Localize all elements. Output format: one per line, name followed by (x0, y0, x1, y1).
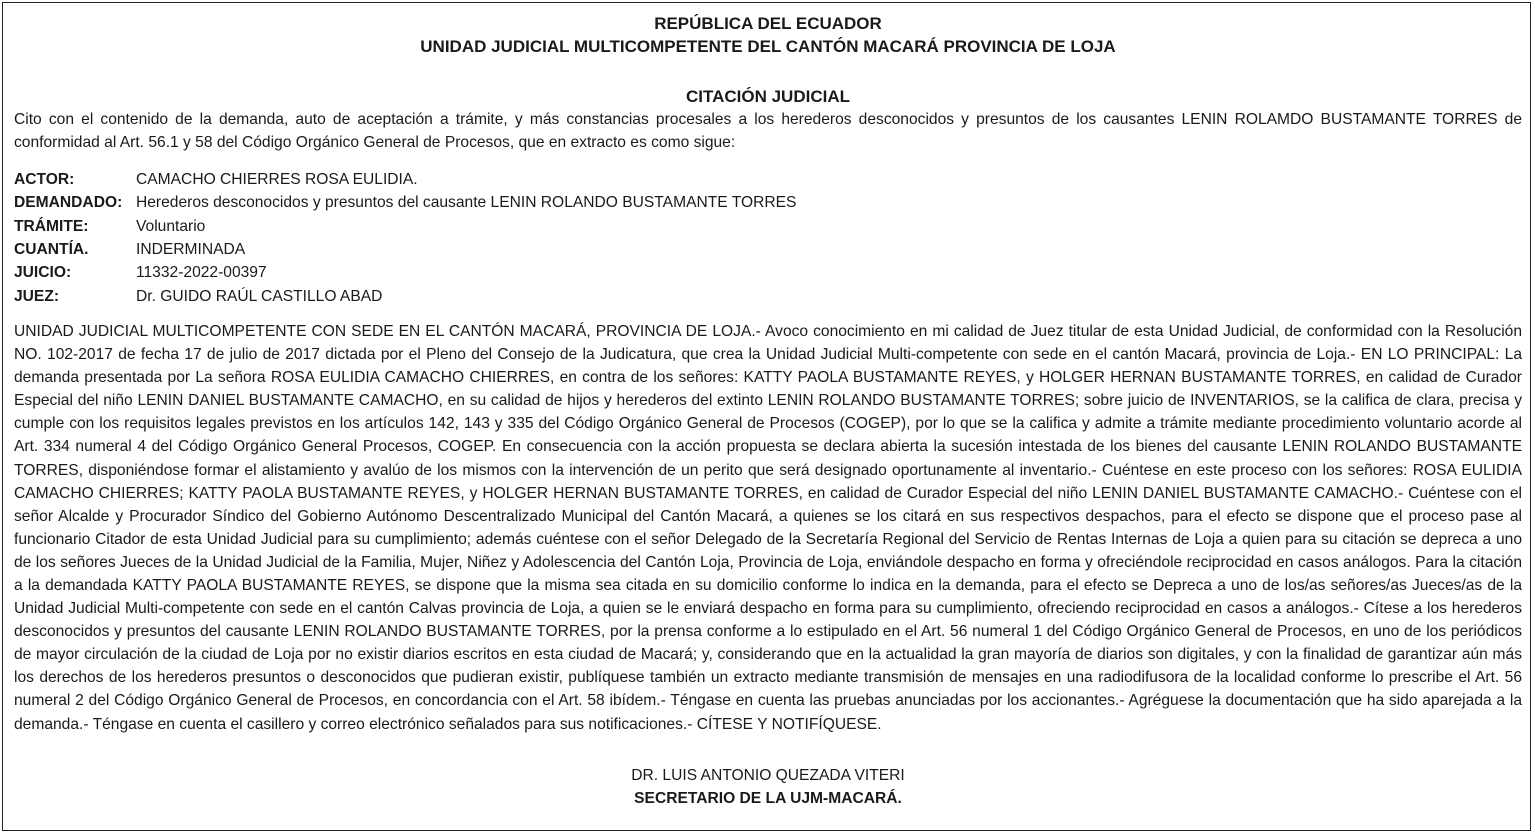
detail-label: DEMANDADO: (14, 194, 123, 212)
detail-value: 11332-2022-00397 (136, 264, 267, 282)
notice-title: CITACIÓN JUDICIAL (685, 87, 850, 106)
body-paragraph: UNIDAD JUDICIAL MULTICOMPETENTE CON SEDE EN EL CANTÓN MACARÁ, PROVINCIA DE LOJA.- Avoco conocimiento en mi calidad de Juez titular de esta Unidad Judicial, de conformidad con la Resolución NO. 102-2017 de fecha 17 de julio de 2017 dictada por el Pleno del Consejo de la Judicatura, que crea la Unidad Judicial Multi-competente con sede en el cantón Macará, provincia de Loja.- EN LO PRINCIPAL: La demanda presentada por La señora ROSA EULIDIA CAMACHO CHIERRES, en contra de los señores: KATTY PAOLA BUSTAMANTE REYES, y HOLGER HERNAN BUSTAMANTE TORRES, en calidad de Curador Especial del niño LENIN DANIEL BUSTAMANTE CAMACHO, en su calidad de hijos y herederos del extinto LENIN ROLANDO BUSTAMANTE TORRES; sobre juicio de INVENTARIOS, se la califica de clara, precisa y cumple con los requisitos legales previstos en los artículos 142, 143 y 335 del Código Orgánico General de Procesos (COGEP), por lo que se la califica y admite a trámite mediante procedimiento voluntario acorde al Art. 334 numeral 4 del Código Orgánico General Procesos, COGEP. En consecuencia con la acción propuesta se declara abierta la sucesión intestada de los bienes del causante LENIN ROLANDO BUSTAMANTE TORRES, disponiéndose formar el alistamiento y avalúo de los mismos con la intervención de un perito que será designado oportunamente al inventario.- Cuéntese en este proceso con los señores: ROSA EULIDIA CAMACHO CHIERRES; KATTY PAOLA BUSTAMANTE REYES, y HOLGER HERNAN BUSTAMANTE TORRES, en calidad de Curador Especial del niño LENIN DANIEL BUSTAMANTE CAMACHO.- Cuéntese con el señor Alcalde y Procurador Síndico del Gobierno Autónomo Descentralizado Municipal del Cantón Macará, a quienes se los citará en sus respectivos despachos, para el efecto se dispone que el proceso pase al funcionario Citador de esta Unidad Judicial para su cumplimiento; además cuéntese con el señor Delegado de la Secretaría Regional del Servicio de Rentas Internas de Loja a quien para su citación se depreca a uno de los señores Jueces de la Unidad Judicial de la Familia, Mujer, Niñez y Adolescencia del Cantón Loja, Provincia de Loja, enviándole despacho en forma y ofreciéndole reciprocidad en casos análogos. Para la citación a la demandada KATTY PAOLA BUSTAMANTE REYES, se dispone que la misma sea citada en su domicilio conforme lo indica en la demanda, para el efecto se Depreca a uno de los/as señores/as Jueces/as de la Unidad Judicial Multi-competente con sede en el cantón Calvas provincia de Loja, a quien se le enviará despacho en forma para su cumplimiento, ofreciendo reciprocidad en casos a análogos.- Cítese a los herederos desconocidos y presuntos del causante LENIN ROLANDO BUSTAMANTE TORRES, por la prensa conforme a lo estipulado en el Art. 56 numeral 1 del Código Orgánico General de Procesos, en uno de los periódicos de mayor circulación de la ciudad de Loja por no existir diarios escritos en esta ciudad de Macará; y, considerando que en la actualidad la gran mayoría de diarios son digitales, y con la finalidad de garantizar aún más los derechos de los herederos presuntos o desconocidos que pudieran existir, publíquese también un extracto mediante transmisión de mensajes en una radiodifusora de la localidad conforme lo prescribe el Art. 56 numeral 2 del Código Orgánico General de Procesos, en concordancia con el Art. 58 ibídem.- Téngase en cuenta las pruebas anunciadas por los accionantes.- Agréguese la documentación que ha sido aparejada a la demanda.- Téngase en cuenta el casillero y correo electrónico señalados para sus notificaciones.- CÍTESE Y NOTIFÍQUESE. (14, 322, 1522, 733)
detail-value: Voluntario (136, 217, 206, 235)
case-details (14, 168, 1522, 308)
detail-value: INDERMINADA (136, 241, 246, 259)
header-court: UNIDAD JUDICIAL MULTICOMPETENTE DEL CANTÓN MACARÁ PROVINCIA DE LOJA (420, 37, 1116, 56)
detail-label: CUANTÍA. (14, 241, 89, 259)
detail-value: Herederos desconocidos y presuntos del causante LENIN ROLANDO BUSTAMANTE TORRES (136, 194, 797, 212)
signature-block (14, 764, 1522, 810)
detail-row-amount (14, 238, 1522, 261)
detail-label: JUEZ: (14, 287, 60, 305)
signature-name: DR. LUIS ANTONIO QUEZADA VITERI (631, 766, 905, 784)
detail-value: CAMACHO CHIERRES ROSA EULIDIA. (136, 171, 418, 189)
signature-role: SECRETARIO DE LA UJM-MACARÁ. (634, 789, 902, 807)
detail-label: JUICIO: (14, 264, 72, 282)
detail-label: ACTOR: (14, 171, 75, 189)
detail-row-procedure (14, 215, 1522, 238)
header-country: REPÚBLICA DEL ECUADOR (654, 14, 882, 33)
detail-row-case-number (14, 261, 1522, 284)
detail-value: Dr. GUIDO RAÚL CASTILLO ABAD (136, 287, 383, 305)
detail-row-judge (14, 285, 1522, 308)
intro-paragraph: Cito con el contenido de la demanda, auto de aceptación a trámite, y más constancias procesales a los herederos desconocidos y presuntos de los causantes LENIN ROLAMDO BUSTAMANTE TORRES de conformidad al Art. 56.1 y 58 del Código Orgánico General de Procesos, que en extracto es como sigue: (14, 111, 1522, 152)
notice-content (14, 12, 1522, 810)
detail-row-defendant (14, 191, 1522, 214)
detail-label: TRÁMITE: (14, 217, 89, 235)
detail-row-actor (14, 168, 1522, 191)
